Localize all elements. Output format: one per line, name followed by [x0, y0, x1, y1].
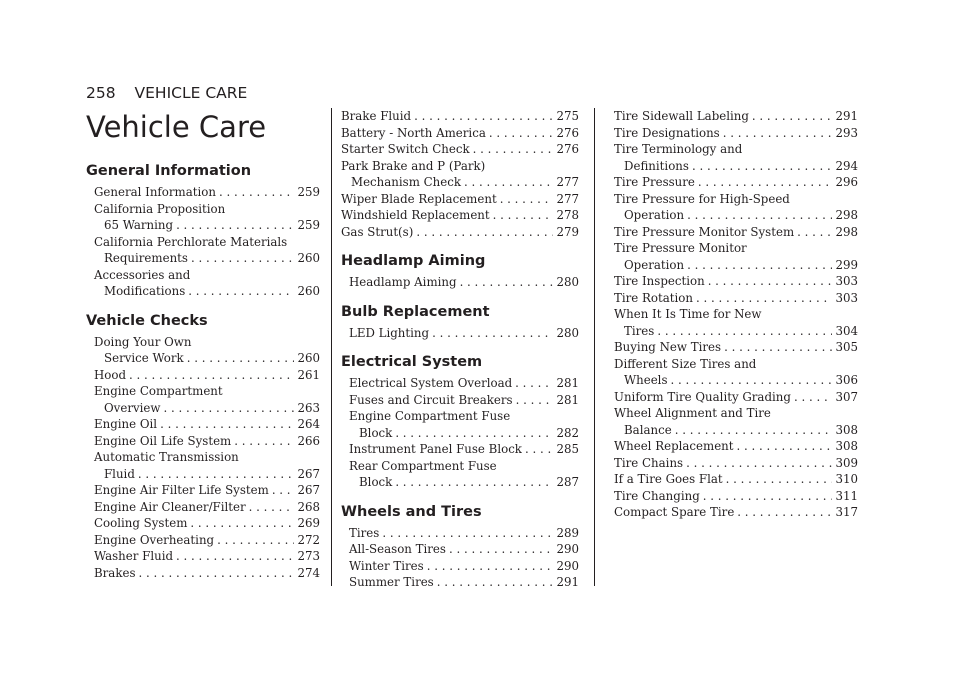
toc-entry-title: Accessories and	[94, 267, 191, 282]
dot-leader	[163, 400, 294, 417]
toc-entry-title: Block	[359, 425, 393, 440]
toc-entry-title: Fuses and Circuit Breakers	[349, 392, 513, 407]
toc-page-number: 266	[297, 433, 320, 448]
dot-leader	[687, 257, 832, 274]
dot-leader	[449, 541, 554, 558]
toc-entry[interactable]	[614, 504, 858, 521]
dot-leader	[129, 367, 294, 384]
toc-page-number: 275	[556, 109, 579, 123]
toc-entry-title: California Proposition	[94, 201, 226, 216]
toc-entry[interactable]	[341, 375, 579, 392]
toc-page-number: 267	[297, 483, 320, 497]
column-divider	[594, 108, 595, 586]
dot-leader	[708, 273, 833, 290]
toc-entry[interactable]	[614, 471, 858, 488]
toc-page-number: 259	[297, 185, 320, 199]
toc-entry-title: Fluid	[104, 466, 135, 481]
toc-entry-title: Doing Your Own	[94, 334, 192, 349]
dot-leader	[687, 207, 832, 224]
toc-page-number: 260	[297, 284, 320, 298]
dot-leader	[190, 515, 294, 532]
toc-entry-title: Starter Switch Check	[341, 142, 470, 156]
toc-entry-title: Gas Strut(s)	[341, 224, 414, 239]
toc-page-number: 273	[297, 549, 320, 563]
section-heading: Vehicle Checks	[86, 312, 208, 329]
toc-entry[interactable]	[341, 158, 579, 191]
toc-entry[interactable]	[86, 267, 320, 300]
dot-leader	[395, 425, 553, 442]
toc-page-number: 274	[297, 565, 320, 580]
section-heading: Headlamp Aiming	[341, 253, 486, 269]
dot-leader	[176, 217, 294, 234]
section-heading: Bulb Replacement	[341, 303, 490, 320]
dot-leader	[657, 323, 832, 340]
dot-leader	[724, 339, 832, 356]
toc-entry[interactable]	[614, 108, 858, 125]
toc-column-3	[614, 108, 858, 521]
toc-entry-title: Wheels	[624, 373, 668, 387]
dot-leader	[726, 471, 833, 488]
toc-entry-title: When It Is Time for New	[614, 307, 762, 321]
dot-leader	[176, 548, 294, 565]
toc-entry-title: Engine Air Filter Life System	[94, 483, 269, 497]
dot-leader	[139, 565, 295, 582]
toc-entry[interactable]	[86, 334, 320, 367]
dot-leader	[671, 372, 833, 389]
toc-page-number: 311	[835, 488, 858, 503]
toc-page-number: 260	[297, 351, 320, 365]
toc-entry[interactable]	[614, 240, 858, 273]
toc-entry[interactable]	[86, 433, 320, 450]
toc-page-number: 307	[835, 389, 858, 404]
dot-leader	[437, 574, 554, 591]
toc-page-number: 280	[556, 325, 579, 340]
dot-leader	[187, 350, 295, 367]
toc-page-number: 277	[556, 191, 579, 206]
toc-entry-title: Tires	[349, 525, 380, 540]
toc-page-number: 304	[835, 323, 858, 338]
column-divider	[331, 108, 332, 586]
toc-entry-title: Different Size Tires and	[614, 356, 757, 371]
toc-entry[interactable]	[614, 290, 858, 307]
toc-page-number: 289	[556, 525, 579, 540]
toc-entry[interactable]	[614, 273, 858, 290]
page-header	[86, 84, 247, 102]
toc-entry[interactable]	[614, 488, 858, 505]
toc-entry-title: Buying New Tires	[614, 340, 722, 354]
toc-entry-title: Tire Changing	[614, 488, 700, 503]
toc-entry[interactable]	[86, 416, 320, 433]
toc-entry[interactable]	[86, 234, 320, 267]
toc-entry[interactable]	[614, 405, 858, 438]
toc-entry-title: Battery - North America	[341, 125, 486, 140]
toc-page-number: 290	[556, 542, 579, 556]
toc-entry-title: Modifications	[104, 284, 186, 298]
toc-entry[interactable]	[341, 525, 579, 542]
section-heading: Electrical System	[341, 354, 483, 370]
toc-entry-title: Hood	[94, 367, 127, 382]
toc-entry-title: Mechanism Check	[351, 175, 462, 189]
toc-page-number: 293	[835, 125, 858, 140]
toc-entry-title: Engine Compartment Fuse	[349, 409, 511, 423]
toc-page-number: 309	[835, 455, 858, 470]
toc-entry-title: Electrical System Overload	[349, 376, 513, 390]
toc-entry-title: Engine Overheating	[94, 532, 215, 547]
toc-entry[interactable]	[341, 408, 579, 441]
toc-entry-title: Tire Inspection	[614, 274, 705, 288]
chapter-name: VEHICLE CARE	[134, 84, 248, 102]
toc-entry-title: If a Tire Goes Flat	[614, 472, 723, 486]
toc-page-number: 299	[835, 257, 858, 272]
toc-entry-title: Tire Terminology and	[614, 142, 743, 156]
toc-entry-title: Park Brake and P (Park)	[341, 158, 486, 173]
toc-page-number: 272	[297, 532, 320, 547]
toc-entry-title: Compact Spare Tire	[614, 505, 735, 519]
toc-entry[interactable]	[341, 458, 579, 491]
toc-page-number: 296	[835, 175, 858, 189]
toc-entry-title: Rear Compartment Fuse	[349, 458, 497, 473]
toc-entry[interactable]	[341, 224, 579, 241]
dot-leader	[794, 389, 833, 406]
toc-entry-title: Tires	[624, 323, 655, 338]
toc-entry-title: Tire Rotation	[614, 290, 693, 305]
toc-entry[interactable]	[614, 389, 858, 406]
dot-leader	[493, 207, 554, 224]
dot-leader	[432, 325, 553, 342]
toc-entry[interactable]	[86, 482, 320, 499]
toc-entry-title: Tire Pressure Monitor	[614, 241, 747, 255]
toc-entry-title: Summer Tires	[349, 575, 434, 589]
toc-entry-title: Engine Oil	[94, 417, 158, 431]
toc-entry-title: Operation	[624, 208, 685, 222]
toc-entry-title: Tire Pressure Monitor System	[614, 224, 795, 239]
toc-page-number: 260	[297, 251, 320, 265]
toc-entry[interactable]	[86, 532, 320, 549]
dot-leader	[516, 392, 554, 409]
toc-entry[interactable]	[86, 515, 320, 532]
dot-leader	[752, 108, 833, 125]
toc-page-number: 291	[835, 109, 858, 123]
toc-entry-title: Engine Oil Life System	[94, 433, 232, 448]
dot-leader	[160, 416, 294, 433]
toc-entry-title: All-Season Tires	[349, 542, 446, 556]
toc-entry[interactable]	[614, 356, 858, 389]
toc-entry[interactable]	[341, 207, 579, 224]
toc-page-number: 279	[556, 224, 579, 239]
toc-entry[interactable]	[614, 339, 858, 356]
dot-leader	[395, 474, 553, 491]
toc-entry[interactable]	[341, 191, 579, 208]
toc-page-number: 264	[297, 417, 320, 431]
dot-leader	[427, 558, 554, 575]
toc-entry-title: Operation	[624, 257, 685, 272]
toc-entry-title: Tire Pressure for High-Speed	[614, 191, 790, 206]
toc-entry-title: Brakes	[94, 565, 136, 580]
toc-entry-title: California Perchlorate Materials	[94, 234, 288, 249]
dot-leader	[414, 108, 553, 125]
toc-entry-title: Tire Designations	[614, 125, 720, 140]
dot-leader	[525, 441, 554, 458]
dot-leader	[737, 504, 832, 521]
toc-entry-title: Wheel Replacement	[614, 439, 734, 453]
toc-entry-title: Overview	[104, 400, 161, 415]
toc-entry[interactable]	[341, 558, 579, 575]
toc-entry-title: Engine Compartment	[94, 384, 223, 398]
dot-leader	[698, 174, 833, 191]
dot-leader	[460, 274, 554, 291]
dot-leader	[473, 141, 554, 158]
toc-entry[interactable]	[341, 541, 579, 558]
toc-entry-title: Block	[359, 475, 393, 489]
toc-entry[interactable]	[614, 306, 858, 339]
toc-entry-title: Wiper Blade Replacement	[341, 191, 497, 206]
toc-page-number: 261	[297, 367, 320, 382]
toc-entry-title: Requirements	[104, 251, 188, 265]
dot-leader	[696, 290, 832, 307]
section-heading: General Information	[86, 163, 252, 179]
toc-entry[interactable]	[341, 325, 579, 342]
toc-entry[interactable]	[341, 141, 579, 158]
dot-leader	[797, 224, 832, 241]
toc-entry[interactable]	[341, 441, 579, 458]
toc-entry-title: Windshield Replacement	[341, 208, 490, 222]
dot-leader	[737, 438, 833, 455]
toc-entry-title: 65 Warning	[104, 218, 174, 232]
toc-entry-title: Headlamp Aiming	[349, 275, 457, 289]
dot-leader	[692, 158, 833, 175]
dot-leader	[234, 433, 294, 450]
dot-leader	[500, 191, 554, 208]
dot-leader	[191, 250, 295, 267]
toc-page-number: 259	[297, 218, 320, 232]
toc-entry[interactable]	[614, 174, 858, 191]
toc-entry[interactable]	[614, 224, 858, 241]
toc-entry-title: Cooling System	[94, 516, 188, 530]
toc-page-number: 281	[556, 392, 579, 407]
toc-page-number: 268	[297, 499, 320, 514]
toc-page-number: 278	[556, 208, 579, 222]
toc-entry[interactable]	[341, 274, 579, 291]
toc-page-number: 290	[556, 558, 579, 573]
toc-page-number: 281	[556, 376, 579, 390]
dot-leader	[703, 488, 833, 505]
dot-leader	[489, 125, 554, 142]
toc-page-number: 276	[556, 142, 579, 156]
toc-entry-title: Definitions	[624, 158, 689, 173]
dot-leader	[272, 482, 295, 499]
toc-entry-title: Automatic Transmission	[94, 450, 239, 464]
page-title: Vehicle Care	[86, 110, 267, 144]
toc-entry-title: Engine Air Cleaner/Filter	[94, 499, 246, 514]
toc-entry[interactable]	[614, 455, 858, 472]
dot-leader	[219, 184, 294, 201]
dot-leader	[382, 525, 553, 542]
toc-page-number: 280	[556, 275, 579, 289]
toc-entry-title: Winter Tires	[349, 558, 424, 573]
toc-page-number: 317	[835, 505, 858, 519]
toc-entry-title: Tire Sidewall Labeling	[614, 109, 749, 123]
page-number: 258	[86, 84, 116, 102]
toc-entry-title: Service Work	[104, 351, 184, 365]
toc-entry[interactable]	[86, 499, 320, 516]
toc-page-number: 285	[556, 442, 579, 456]
dot-leader	[464, 174, 553, 191]
dot-leader	[249, 499, 295, 516]
toc-entry[interactable]	[614, 141, 858, 174]
toc-page-number: 310	[835, 472, 858, 486]
toc-page-number: 294	[835, 158, 858, 173]
dot-leader	[723, 125, 833, 142]
toc-column-2	[341, 108, 579, 591]
toc-page-number: 291	[556, 575, 579, 589]
toc-entry[interactable]	[86, 201, 320, 234]
toc-page-number: 308	[835, 422, 858, 437]
toc-page-number: 303	[835, 274, 858, 288]
toc-entry[interactable]	[86, 449, 320, 482]
dot-leader	[138, 466, 295, 483]
toc-entry[interactable]	[341, 108, 579, 125]
toc-entry-title: Balance	[624, 422, 672, 437]
toc-page-number: 263	[297, 400, 320, 415]
toc-page-number: 269	[297, 516, 320, 530]
dot-leader	[675, 422, 833, 439]
toc-entry[interactable]	[614, 125, 858, 142]
toc-page-number: 306	[835, 373, 858, 387]
toc-page-number: 308	[835, 439, 858, 453]
toc-page-number: 282	[556, 425, 579, 440]
dot-leader	[686, 455, 832, 472]
toc-entry-title: Uniform Tire Quality Grading	[614, 389, 791, 404]
toc-page-number: 298	[835, 208, 858, 222]
toc-entry[interactable]	[86, 383, 320, 416]
toc-entry-title: Washer Fluid	[94, 549, 174, 563]
toc-entry[interactable]	[86, 548, 320, 565]
toc-entry[interactable]	[86, 184, 320, 201]
toc-page-number: 276	[556, 125, 579, 140]
dot-leader	[188, 283, 294, 300]
toc-entry-title: Tire Chains	[614, 455, 684, 470]
toc-entry-title: LED Lighting	[349, 325, 430, 340]
dot-leader	[217, 532, 294, 549]
toc-entry[interactable]	[341, 392, 579, 409]
toc-page-number: 298	[835, 224, 858, 239]
toc-page-number: 287	[556, 475, 579, 489]
toc-page-number: 267	[297, 466, 320, 481]
toc-entry-title: General Information	[94, 185, 216, 199]
toc-entry-title: Wheel Alignment and Tire	[614, 406, 771, 420]
toc-page-number: 303	[835, 290, 858, 305]
toc-entry-title: Instrument Panel Fuse Block	[349, 442, 522, 456]
toc-page-number: 305	[835, 340, 858, 354]
toc-entry[interactable]	[341, 574, 579, 591]
toc-entry-title: Brake Fluid	[341, 109, 412, 123]
toc-column-1	[86, 162, 320, 581]
section-heading: Wheels and Tires	[341, 503, 482, 520]
toc-entry[interactable]	[86, 565, 320, 582]
toc-entry[interactable]	[86, 367, 320, 384]
dot-leader	[515, 375, 553, 392]
toc-entry[interactable]	[614, 438, 858, 455]
toc-page-number: 277	[556, 175, 579, 189]
toc-entry-title: Tire Pressure	[614, 175, 695, 189]
toc-entry[interactable]	[341, 125, 579, 142]
toc-entry[interactable]	[614, 191, 858, 224]
dot-leader	[416, 224, 553, 241]
